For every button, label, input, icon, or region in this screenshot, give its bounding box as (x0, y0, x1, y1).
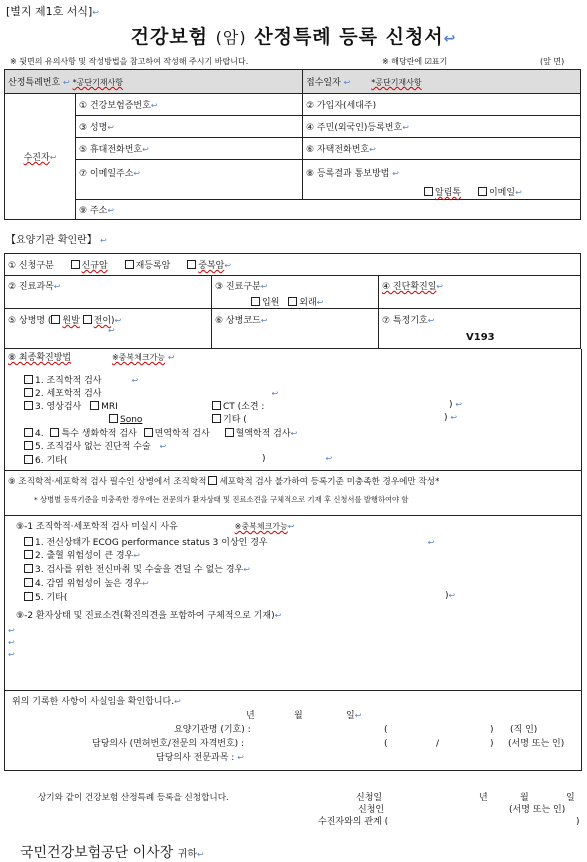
q9-checkbox[interactable] (208, 476, 217, 485)
mobile-field[interactable]: ⑤ 휴대전화번호↩ (76, 138, 303, 160)
receipt-cell: 접수일자 ↩ *공단기재사항 (303, 70, 581, 94)
special-code-field: ⑦ 특정기호↩ V193 (379, 309, 581, 349)
doctor-close: ) (490, 739, 494, 749)
q9-1-item-4: 4. 감염 위험성이 높은 경우↩ (24, 578, 149, 589)
doctor-dept: 담당의사 전문과목 : ↩ (156, 753, 244, 763)
q9-2-line-2: ↩ (8, 638, 15, 647)
q9-2-line-3: ↩ (8, 650, 15, 659)
fm-cytology-checkbox[interactable] (24, 388, 33, 397)
sono-option: Sono (109, 414, 142, 425)
alimtalk-checkbox[interactable] (424, 187, 433, 196)
name-field[interactable]: ③ 성명↩ (76, 116, 303, 138)
hemato-checkbox[interactable] (225, 428, 234, 437)
apply-date: 신청일 (356, 793, 383, 803)
apply-day: 일 (566, 793, 575, 803)
q9-1-checkbox-2[interactable] (24, 550, 33, 559)
addressee: 국민건강보험공단 이사장 귀하↩ (20, 845, 204, 861)
disease-code-field[interactable]: ⑥ 상병코드↩ (212, 309, 379, 349)
apply-year: 년 (479, 793, 488, 803)
fm-imaging-checkbox[interactable] (24, 401, 33, 410)
ct-option: CT (소견 : (212, 401, 264, 412)
fm-imaging: 3. 영상검사 MRI (24, 401, 118, 412)
app-type-row: ① 신청구분 신규암 재등록암 중복암↩ (5, 254, 581, 276)
q9-text: ⑨ 조직학적·세포학적 검사 필수인 상병에서 조직학적 세포학적 검사 불가하여 등록기준 미충족한 경우에만 작성* (8, 477, 440, 487)
confirm-text: 위의 기록한 사항이 사실임을 확인합니다.↩ (12, 697, 181, 707)
institution-table (4, 253, 581, 349)
form-title: 건강보험 (암) 산정특례 등록 신청서↩ (130, 26, 457, 48)
sono-checkbox[interactable] (109, 414, 118, 423)
inst-seal: (직 인) (510, 725, 538, 735)
q9-1-checkbox-1[interactable] (24, 537, 33, 546)
immuno-checkbox[interactable] (144, 428, 153, 437)
relation-label: 수진자와의 관계 ( (318, 817, 389, 827)
q9-1-checkbox-5[interactable] (24, 592, 33, 601)
q9-1-item-1: 1. 전신상태가 ECOG performance status 3 이상인 경우 ↩ (24, 537, 434, 548)
fm-surgery: 5. 조직검사 없는 진단적 수술 ↩ (24, 441, 166, 452)
doctor-open: ( (384, 739, 388, 749)
doctor-label: 담당의사 (면허번호/전문의 자격번호) : (92, 739, 245, 749)
ct-close: ) ↩ (449, 400, 463, 410)
subscriber-field[interactable]: ② 가입자(세대주) (303, 94, 581, 116)
inpatient-checkbox[interactable] (251, 297, 260, 306)
form-number: [별지 제1호 서식]↩ (6, 5, 100, 18)
notice-text: ※ 뒷면의 유의사항 및 작성방법을 참고하여 작성해 주시기 바랍니다. (10, 57, 249, 66)
institution-section-title: 【요양기관 확인란】 ↩ (6, 235, 107, 246)
care-type-field: ③ 진료구분↩ 입원 외래↩ (212, 276, 379, 309)
doctor-slash: / (436, 739, 440, 749)
q9-1-item-5-close: )↩ (445, 591, 456, 601)
confirm-day: 일↩ (346, 711, 362, 721)
doctor-sign: (서명 또는 인) (508, 739, 565, 749)
applicant-label: 수진자↩ (5, 94, 76, 220)
applicant-table (4, 69, 581, 220)
ct-checkbox[interactable] (212, 401, 221, 410)
email-checkbox[interactable] (478, 187, 487, 196)
fm-histology: 1. 조직학적 검사 ↩ (24, 375, 138, 386)
address-field[interactable]: ⑨ 주소↩ (76, 200, 581, 220)
page-hint: (앞 면) (540, 57, 565, 66)
fm-special: 4. 특수 생화학적 검사 면역학적 검사 혈액학적 검사↩ (24, 428, 297, 439)
fm-other: 6. 기타( (24, 455, 67, 466)
q9-1-checkbox-3[interactable] (24, 564, 33, 573)
imaging-etc-checkbox[interactable] (212, 414, 221, 423)
metastasis-checkbox[interactable] (83, 315, 92, 324)
fm-cytology: 2. 세포학적 검사 ↩ (24, 388, 278, 399)
notify-method-field: ⑧ 등록결과 통보방법 ↩ 알림톡 이메일↩ (303, 160, 581, 200)
q9-1-label: ⑨-1 조직학적·세포학적 검사 미실시 사유 ※중복체크가능↩ (16, 522, 295, 532)
applicant-sign: (서명 또는 인) (509, 805, 566, 815)
confirm-month: 월 (294, 711, 303, 721)
primary-checkbox[interactable] (51, 315, 60, 324)
mri-checkbox[interactable] (90, 401, 99, 410)
imaging-etc-option: 기타 ( (212, 414, 247, 425)
outpatient-checkbox[interactable] (288, 297, 297, 306)
insurance-no-field[interactable]: ① 건강보험증번호↩ (76, 94, 303, 116)
inst-name-open: ( (384, 725, 388, 735)
dept-field[interactable]: ② 진료과목↩ (5, 276, 212, 309)
resident-no-field[interactable]: ④ 주민(외국인)등록번호↩ (303, 116, 581, 138)
fm-special-checkbox[interactable] (24, 428, 33, 437)
apply-text: 상기와 같이 건강보험 산정특례 등록을 신청합니다. (38, 793, 229, 803)
confirm-year: 년 (246, 711, 255, 721)
q9-1-checkbox-4[interactable] (24, 578, 33, 587)
email-field[interactable]: ⑦ 이메일주소↩ (76, 160, 303, 200)
applicant-label-bottom: 신청인 (358, 805, 385, 815)
fm-other-checkbox[interactable] (24, 455, 33, 464)
reg-no-cell: 산정특례번호 ↩ *공단기재사항 (5, 70, 303, 94)
q9-note: * 상병별 등록기준을 미충족한 경우에는 전문의가 환자상태 및 진료소견을 구체적으로 기재 후 신청서를 발행하여야 함 (34, 495, 409, 504)
home-phone-field[interactable]: ⑥ 자택전화번호↩ (303, 138, 581, 160)
q9-1-item-5: 5. 기타( (24, 592, 67, 603)
final-method-label: ⑧ 최종확진방법 ※중복체크가능 ↩ (8, 353, 175, 363)
reregister-checkbox[interactable] (125, 260, 134, 269)
inst-name-close: ) (490, 725, 494, 735)
biochem-checkbox[interactable] (50, 428, 59, 437)
new-cancer-checkbox[interactable] (71, 260, 80, 269)
fm-histology-checkbox[interactable] (24, 375, 33, 384)
imaging-etc-close: ) ↩ (444, 413, 458, 423)
duplicate-checkbox[interactable] (187, 260, 196, 269)
q9-2-label: ⑨-2 환자상태 및 진료소견(확진의견을 포함하여 구체적으로 기재)↩ (16, 611, 282, 621)
diag-date-field[interactable]: ④ 진단확진일↩ (379, 276, 581, 309)
apply-month: 월 (520, 793, 529, 803)
check-note: ※ 해당란에 ☑표기 (382, 57, 448, 66)
relation-close: ) (576, 817, 580, 827)
disease-name-field: ⑤ 상병명 ( 원발 전이)↩ ↩ (5, 309, 212, 349)
inst-name-label: 요양기관명 (기호) : (174, 725, 251, 735)
q9-1-item-2: 2. 출혈 위험성이 큰 경우↩ (24, 550, 140, 561)
q9-1-item-3: 3. 검사를 위한 전신마취 및 수술을 견딜 수 없는 경우↩ (24, 564, 250, 575)
fm-other-close: ) ↩ (262, 454, 333, 464)
special-code-value: V193 (466, 332, 495, 343)
fm-surgery-checkbox[interactable] (24, 441, 33, 450)
q9-2-line-1: ↩ (8, 626, 15, 635)
